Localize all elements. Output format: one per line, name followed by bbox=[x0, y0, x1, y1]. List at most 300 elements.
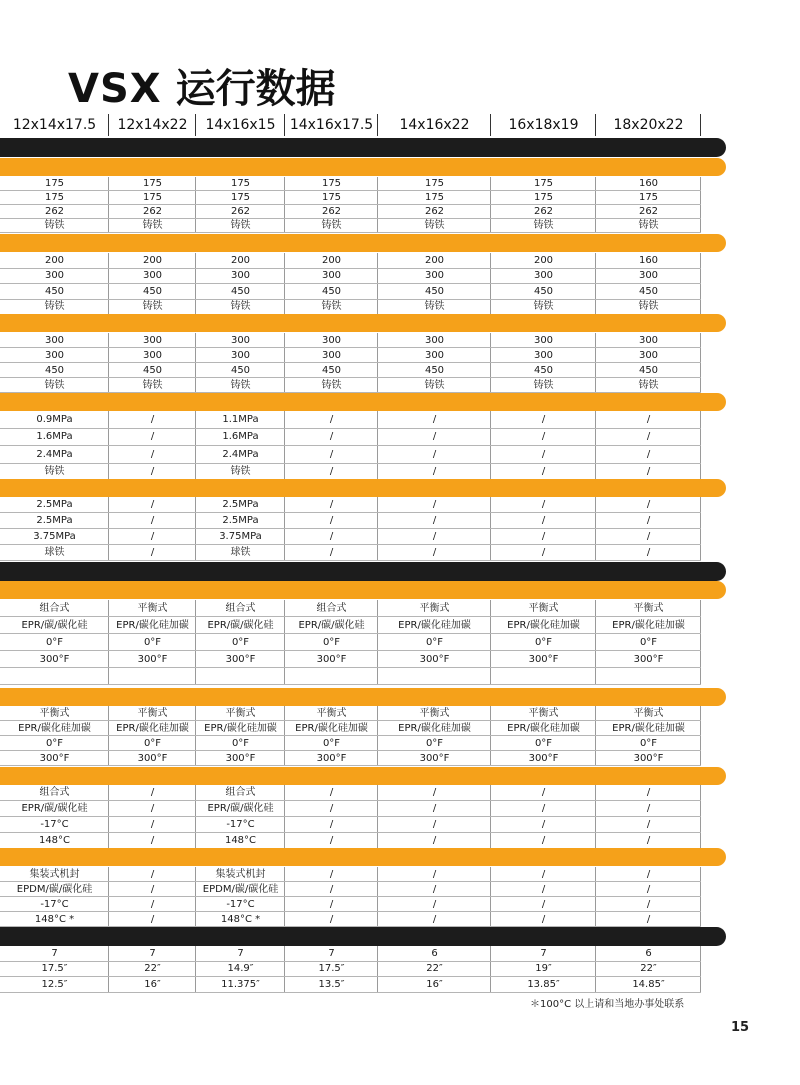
table-cell: / bbox=[541, 803, 546, 814]
table-cell: 0°F bbox=[534, 737, 553, 749]
table-cell: / bbox=[150, 515, 155, 526]
table-cell: 300°F bbox=[225, 752, 256, 764]
table-cell: 300 bbox=[321, 270, 342, 282]
table-cell: 铸铁 bbox=[44, 220, 65, 231]
table-cell: / bbox=[541, 835, 546, 846]
page-subtitle: 运行数据 bbox=[175, 66, 336, 112]
table-cell: EPR/碳化硅加碳 bbox=[295, 722, 368, 734]
table-cell: 175 bbox=[638, 192, 659, 203]
table-cell: / bbox=[646, 883, 651, 895]
table-cell: 300°F bbox=[39, 752, 70, 764]
table-cell: 11.375″ bbox=[221, 978, 260, 990]
table-cell: 22″ bbox=[144, 963, 161, 975]
table-cell: EPR/碳/碳化硅 bbox=[207, 619, 274, 631]
table-cell: / bbox=[646, 787, 651, 798]
table-cell: 0°F bbox=[322, 636, 341, 648]
table-cell: EPR/碳化硅加碳 bbox=[507, 619, 580, 631]
table-cell: / bbox=[432, 819, 437, 830]
table-cell: 300 bbox=[321, 349, 342, 361]
table-cell: 铸铁 bbox=[230, 379, 251, 391]
table-cell: / bbox=[541, 499, 546, 510]
table-cell: 300 bbox=[424, 349, 445, 361]
table-cell: 铸铁 bbox=[638, 379, 659, 391]
table-cell: 铸铁 bbox=[424, 301, 445, 313]
table-cell: 262 bbox=[321, 206, 342, 217]
table-cell: 175 bbox=[142, 192, 163, 203]
section-band-orange bbox=[0, 688, 726, 706]
table-cell: / bbox=[329, 466, 334, 478]
table-cell: 0°F bbox=[639, 737, 658, 749]
table-cell: 262 bbox=[142, 206, 163, 217]
table-cell: / bbox=[541, 515, 546, 526]
table-cell: 160 bbox=[638, 178, 659, 189]
table-cell: 175 bbox=[142, 178, 163, 189]
table-cell: EPR/碳/碳化硅 bbox=[21, 803, 88, 814]
table-cell: 2.5MPa bbox=[222, 515, 259, 526]
table-cell: 平衡式 bbox=[39, 707, 70, 719]
table-cell bbox=[0, 670, 109, 684]
table-cell: 0°F bbox=[425, 737, 444, 749]
table-cell: 2.4MPa bbox=[36, 448, 73, 460]
column-header: 12x14x17.5 bbox=[12, 117, 97, 133]
table-cell: / bbox=[646, 547, 651, 558]
table-cell: / bbox=[432, 883, 437, 895]
table-cell: EPR/碳化硅加碳 bbox=[398, 722, 471, 734]
table-cell: EPDM/碳/碳化硅 bbox=[16, 883, 93, 895]
table-cell: EPR/碳化硅加碳 bbox=[612, 619, 685, 631]
row-divider bbox=[0, 428, 701, 429]
table-cell: 300 bbox=[533, 349, 554, 361]
column-header: 18x20x22 bbox=[613, 117, 684, 133]
series-name: VSX bbox=[68, 66, 162, 112]
table-cell: / bbox=[646, 835, 651, 846]
table-cell bbox=[491, 670, 596, 684]
table-cell: 175 bbox=[230, 178, 251, 189]
table-cell: 300°F bbox=[419, 653, 450, 665]
table-cell: 300°F bbox=[316, 752, 347, 764]
table-cell: EPR/碳化硅加碳 bbox=[507, 722, 580, 734]
row-divider bbox=[0, 512, 701, 513]
table-cell: EPDM/碳/碳化硅 bbox=[202, 883, 279, 895]
table-cell: / bbox=[329, 868, 334, 880]
table-cell: 铸铁 bbox=[533, 379, 554, 391]
header-divider bbox=[490, 114, 491, 136]
table-cell: 262 bbox=[424, 206, 445, 217]
table-cell: 组合式 bbox=[316, 602, 347, 614]
table-cell: / bbox=[432, 547, 437, 558]
table-cell: / bbox=[541, 868, 546, 880]
table-cell: 300 bbox=[142, 334, 163, 346]
table-cell: 平衡式 bbox=[225, 707, 256, 719]
table-cell: 300 bbox=[142, 270, 163, 282]
table-cell: 148°C * bbox=[34, 913, 75, 925]
table-cell: 262 bbox=[44, 206, 65, 217]
table-cell: 铸铁 bbox=[321, 301, 342, 313]
table-cell: 16″ bbox=[144, 978, 161, 990]
table-cell: 13.5″ bbox=[318, 978, 345, 990]
table-cell: 铸铁 bbox=[44, 466, 65, 478]
table-cell: / bbox=[541, 431, 546, 443]
table-cell: 组合式 bbox=[39, 787, 70, 798]
table-cell: 0°F bbox=[143, 636, 162, 648]
table-cell: 450 bbox=[533, 285, 554, 297]
table-cell bbox=[109, 670, 196, 684]
row-divider bbox=[0, 560, 701, 561]
row-divider bbox=[0, 650, 701, 651]
table-cell: / bbox=[432, 448, 437, 460]
table-cell: / bbox=[541, 466, 546, 478]
table-cell: / bbox=[150, 547, 155, 558]
table-cell: 7 bbox=[149, 947, 156, 959]
table-cell: 13.85″ bbox=[527, 978, 560, 990]
table-cell: 450 bbox=[321, 285, 342, 297]
table-cell: 19″ bbox=[535, 963, 552, 975]
table-cell: 300 bbox=[230, 334, 251, 346]
row-divider bbox=[0, 800, 701, 801]
table-cell: EPR/碳/碳化硅 bbox=[298, 619, 365, 631]
table-cell: 300°F bbox=[137, 752, 168, 764]
table-cell: / bbox=[432, 431, 437, 443]
table-cell: 2.4MPa bbox=[222, 448, 259, 460]
table-cell: / bbox=[646, 466, 651, 478]
table-cell: 0°F bbox=[45, 737, 64, 749]
table-cell: 200 bbox=[142, 254, 163, 266]
header-divider bbox=[108, 114, 109, 136]
table-cell: 7 bbox=[237, 947, 244, 959]
table-cell: / bbox=[329, 835, 334, 846]
row-divider bbox=[0, 616, 701, 617]
table-cell: 1.1MPa bbox=[222, 413, 259, 425]
table-cell: EPR/碳化硅加碳 bbox=[398, 619, 471, 631]
table-cell: 铸铁 bbox=[142, 220, 163, 231]
section-band-orange bbox=[0, 848, 726, 866]
table-cell: 200 bbox=[533, 254, 554, 266]
table-cell: 铸铁 bbox=[44, 301, 65, 313]
table-cell: 175 bbox=[321, 178, 342, 189]
table-cell: 300°F bbox=[39, 653, 70, 665]
table-cell: / bbox=[541, 787, 546, 798]
table-cell: 集装式机封 bbox=[29, 868, 80, 880]
table-cell: 175 bbox=[321, 192, 342, 203]
table-cell: 200 bbox=[230, 254, 251, 266]
table-cell: / bbox=[329, 448, 334, 460]
table-cell: 1.6MPa bbox=[222, 431, 259, 443]
table-cell: 160 bbox=[638, 254, 659, 266]
row-divider bbox=[0, 544, 701, 545]
page-number: 15 bbox=[731, 1020, 750, 1035]
table-cell: / bbox=[432, 515, 437, 526]
table-cell: 175 bbox=[44, 178, 65, 189]
table-cell: 球铁 bbox=[230, 547, 251, 558]
header-divider bbox=[595, 114, 596, 136]
table-cell: 球铁 bbox=[44, 547, 65, 558]
table-cell: / bbox=[646, 819, 651, 830]
table-cell: 175 bbox=[533, 192, 554, 203]
table-cell: EPR/碳/碳化硅 bbox=[207, 803, 274, 814]
table-cell: 铸铁 bbox=[638, 301, 659, 313]
row-divider bbox=[0, 816, 701, 817]
table-cell: EPR/碳化硅加碳 bbox=[204, 722, 277, 734]
table-cell: 200 bbox=[321, 254, 342, 266]
table-cell: / bbox=[541, 531, 546, 542]
table-cell: 450 bbox=[230, 285, 251, 297]
table-cell: 14.9″ bbox=[227, 963, 254, 975]
table-cell: / bbox=[150, 819, 155, 830]
table-cell: 450 bbox=[638, 285, 659, 297]
table-cell bbox=[285, 670, 378, 684]
table-cell: 铸铁 bbox=[638, 220, 659, 231]
table-cell: 铸铁 bbox=[424, 220, 445, 231]
table-cell: 300 bbox=[321, 334, 342, 346]
header-divider bbox=[284, 114, 285, 136]
table-cell: / bbox=[541, 819, 546, 830]
table-cell: 0°F bbox=[143, 737, 162, 749]
table-cell: 175 bbox=[424, 178, 445, 189]
table-cell: 300 bbox=[638, 334, 659, 346]
table-cell: EPR/碳化硅加碳 bbox=[116, 722, 189, 734]
table-cell: / bbox=[432, 531, 437, 542]
table-cell: 平衡式 bbox=[633, 602, 664, 614]
table-cell: 1.6MPa bbox=[36, 431, 73, 443]
table-cell: 300°F bbox=[633, 653, 664, 665]
table-cell: / bbox=[646, 803, 651, 814]
table-cell: / bbox=[150, 448, 155, 460]
table-cell: / bbox=[150, 413, 155, 425]
table-cell: 0°F bbox=[231, 636, 250, 648]
table-cell: / bbox=[646, 913, 651, 925]
table-cell: 2.5MPa bbox=[36, 515, 73, 526]
table-cell: / bbox=[541, 898, 546, 910]
table-cell: / bbox=[646, 413, 651, 425]
row-divider bbox=[0, 667, 701, 668]
table-cell: / bbox=[329, 819, 334, 830]
table-cell: / bbox=[646, 868, 651, 880]
table-cell: 0°F bbox=[534, 636, 553, 648]
table-cell: 0°F bbox=[322, 737, 341, 749]
table-cell: / bbox=[432, 868, 437, 880]
table-cell: / bbox=[150, 883, 155, 895]
table-cell: 17.5″ bbox=[41, 963, 68, 975]
section-band-black bbox=[0, 562, 726, 581]
table-cell: / bbox=[150, 913, 155, 925]
section-band-black bbox=[0, 138, 726, 157]
table-cell: 450 bbox=[44, 285, 65, 297]
table-cell: / bbox=[329, 803, 334, 814]
table-cell: 200 bbox=[424, 254, 445, 266]
table-cell: 铸铁 bbox=[142, 301, 163, 313]
table-cell: 铸铁 bbox=[44, 379, 65, 391]
table-cell: 7 bbox=[51, 947, 58, 959]
table-cell: 262 bbox=[638, 206, 659, 217]
table-cell: 2.5MPa bbox=[36, 499, 73, 510]
table-cell: 平衡式 bbox=[528, 707, 559, 719]
table-cell: 300 bbox=[533, 334, 554, 346]
table-cell: 300 bbox=[44, 349, 65, 361]
table-cell: / bbox=[150, 531, 155, 542]
table-cell: / bbox=[646, 898, 651, 910]
table-cell: 300°F bbox=[633, 752, 664, 764]
column-header: 14x16x17.5 bbox=[289, 117, 374, 133]
column-header: 16x18x19 bbox=[508, 117, 579, 133]
table-cell: 300 bbox=[533, 270, 554, 282]
table-cell: / bbox=[150, 466, 155, 478]
table-cell: 3.75MPa bbox=[33, 531, 76, 542]
table-cell: 300 bbox=[424, 270, 445, 282]
section-band-orange bbox=[0, 479, 726, 497]
table-cell: 铸铁 bbox=[533, 220, 554, 231]
table-cell: 组合式 bbox=[225, 787, 256, 798]
table-cell: 0°F bbox=[45, 636, 64, 648]
table-cell: -17°C bbox=[40, 898, 69, 910]
table-cell: 300 bbox=[230, 270, 251, 282]
table-cell: 450 bbox=[424, 285, 445, 297]
table-cell: 300°F bbox=[528, 653, 559, 665]
table-cell bbox=[196, 670, 285, 684]
table-cell: 0°F bbox=[639, 636, 658, 648]
table-cell: 平衡式 bbox=[419, 707, 450, 719]
table-cell: / bbox=[329, 499, 334, 510]
table-cell: 450 bbox=[638, 364, 659, 376]
table-cell: EPR/碳化硅加碳 bbox=[612, 722, 685, 734]
table-cell: 铸铁 bbox=[230, 301, 251, 313]
table-cell: 铸铁 bbox=[321, 220, 342, 231]
table-cell: 175 bbox=[230, 192, 251, 203]
table-cell: / bbox=[329, 413, 334, 425]
table-cell: 组合式 bbox=[39, 602, 70, 614]
table-cell: 22″ bbox=[426, 963, 443, 975]
table-cell: / bbox=[541, 883, 546, 895]
table-cell: 14.85″ bbox=[632, 978, 665, 990]
table-cell: / bbox=[646, 515, 651, 526]
table-cell: 16″ bbox=[426, 978, 443, 990]
table-cell: 262 bbox=[533, 206, 554, 217]
table-cell: 300 bbox=[638, 270, 659, 282]
table-cell: / bbox=[541, 413, 546, 425]
table-cell: / bbox=[432, 898, 437, 910]
table-cell: 平衡式 bbox=[137, 707, 168, 719]
table-cell: / bbox=[432, 835, 437, 846]
table-cell: 铸铁 bbox=[142, 379, 163, 391]
table-cell: / bbox=[432, 499, 437, 510]
row-divider bbox=[0, 832, 701, 833]
table-cell: / bbox=[646, 431, 651, 443]
table-cell: / bbox=[150, 803, 155, 814]
table-cell: 200 bbox=[44, 254, 65, 266]
section-band-orange bbox=[0, 234, 726, 252]
table-cell: 175 bbox=[44, 192, 65, 203]
table-cell: 平衡式 bbox=[633, 707, 664, 719]
column-header: 14x16x22 bbox=[399, 117, 470, 133]
table-cell: / bbox=[329, 883, 334, 895]
table-cell: 7 bbox=[328, 947, 335, 959]
table-cell: 300 bbox=[230, 349, 251, 361]
table-cell: 175 bbox=[424, 192, 445, 203]
footnote: ＊100°C 以上请和当地办事处联系 bbox=[530, 999, 685, 1010]
table-cell: 平衡式 bbox=[137, 602, 168, 614]
header-divider bbox=[377, 114, 378, 136]
table-cell: 2.5MPa bbox=[222, 499, 259, 510]
section-band-orange bbox=[0, 581, 726, 599]
table-cell: / bbox=[329, 431, 334, 443]
section-band-orange bbox=[0, 158, 726, 176]
table-cell: / bbox=[150, 868, 155, 880]
table-cell: / bbox=[150, 898, 155, 910]
table-cell: 450 bbox=[533, 364, 554, 376]
table-cell: / bbox=[432, 466, 437, 478]
table-cell: 0.9MPa bbox=[36, 413, 73, 425]
table-cell: 262 bbox=[230, 206, 251, 217]
table-cell bbox=[596, 670, 701, 684]
table-cell: / bbox=[541, 913, 546, 925]
row-divider bbox=[0, 633, 701, 634]
table-cell: 平衡式 bbox=[316, 707, 347, 719]
table-cell: 3.75MPa bbox=[219, 531, 262, 542]
table-cell: / bbox=[329, 787, 334, 798]
table-cell: / bbox=[150, 431, 155, 443]
row-divider bbox=[0, 445, 701, 446]
table-cell: / bbox=[541, 547, 546, 558]
table-cell: 6 bbox=[645, 947, 652, 959]
table-cell: EPR/碳/碳化硅 bbox=[21, 619, 88, 631]
table-cell: 300 bbox=[638, 349, 659, 361]
table-cell: 铸铁 bbox=[230, 466, 251, 478]
table-cell: EPR/碳化硅加碳 bbox=[18, 722, 91, 734]
table-cell: 12.5″ bbox=[41, 978, 68, 990]
table-cell bbox=[378, 670, 491, 684]
table-cell: 组合式 bbox=[225, 602, 256, 614]
table-cell: 0°F bbox=[231, 737, 250, 749]
row-divider bbox=[0, 463, 701, 464]
table-cell: 300 bbox=[44, 334, 65, 346]
table-cell: EPR/碳化硅加碳 bbox=[116, 619, 189, 631]
table-cell: 450 bbox=[230, 364, 251, 376]
table-cell: / bbox=[432, 803, 437, 814]
table-cell: / bbox=[329, 515, 334, 526]
column-header: 14x16x15 bbox=[205, 117, 276, 133]
table-cell: / bbox=[432, 787, 437, 798]
table-cell: 175 bbox=[533, 178, 554, 189]
table-cell: / bbox=[329, 913, 334, 925]
table-cell: 450 bbox=[142, 364, 163, 376]
table-cell: -17°C bbox=[226, 819, 255, 830]
table-cell: / bbox=[541, 448, 546, 460]
table-cell: 集装式机封 bbox=[215, 868, 266, 880]
table-cell: 148°C bbox=[224, 835, 257, 846]
table-cell: / bbox=[150, 835, 155, 846]
table-cell: / bbox=[150, 787, 155, 798]
table-cell: 148°C bbox=[38, 835, 71, 846]
table-cell: / bbox=[329, 898, 334, 910]
table-cell: / bbox=[432, 913, 437, 925]
table-cell: 450 bbox=[424, 364, 445, 376]
table-cell: 300°F bbox=[225, 653, 256, 665]
table-cell: 450 bbox=[44, 364, 65, 376]
section-band-orange bbox=[0, 393, 726, 411]
table-cell: 300°F bbox=[137, 653, 168, 665]
table-cell: 铸铁 bbox=[424, 379, 445, 391]
table-cell: 7 bbox=[540, 947, 547, 959]
table-cell: / bbox=[329, 531, 334, 542]
section-band-orange bbox=[0, 767, 726, 785]
table-cell: / bbox=[646, 531, 651, 542]
header-divider bbox=[195, 114, 196, 136]
table-cell: 300°F bbox=[528, 752, 559, 764]
table-cell: 0°F bbox=[425, 636, 444, 648]
column-header: 12x14x22 bbox=[117, 117, 188, 133]
header-divider bbox=[700, 114, 701, 136]
table-cell: 300 bbox=[424, 334, 445, 346]
table-cell: 300°F bbox=[316, 653, 347, 665]
